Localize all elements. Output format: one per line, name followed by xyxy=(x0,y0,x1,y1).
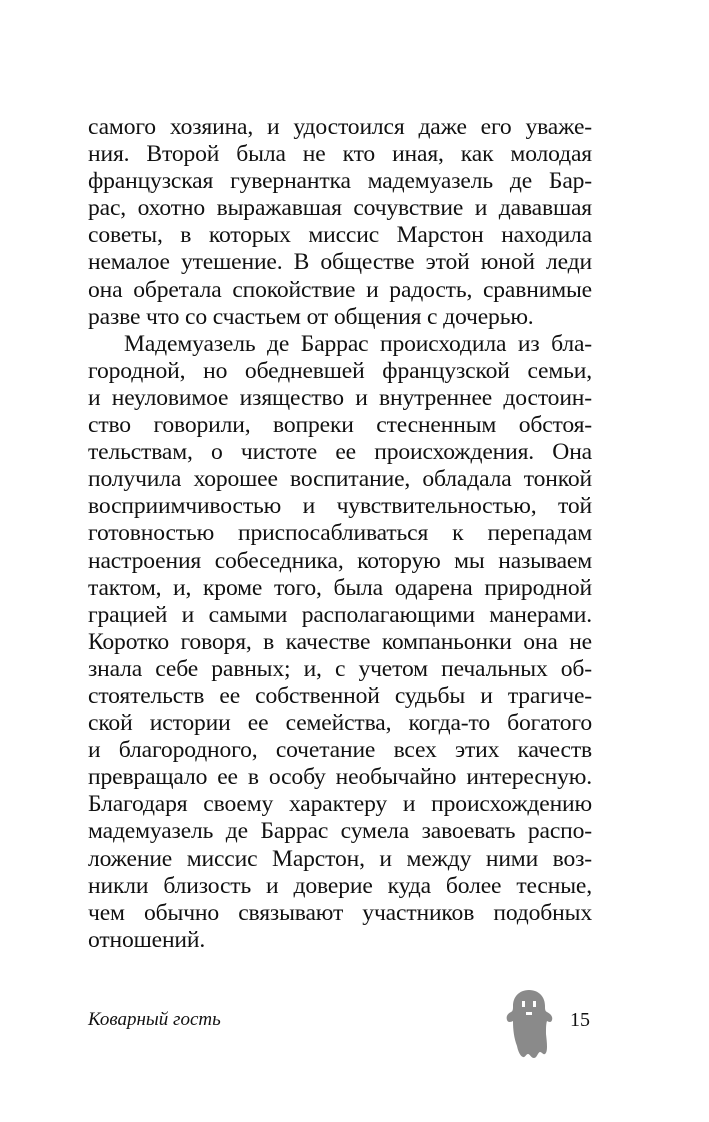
text-line: чем обычно связывают участников подобных xyxy=(88,899,592,926)
text-line: настроения собеседника, которую мы называем xyxy=(88,547,592,574)
ghost-icon xyxy=(505,988,553,1060)
text-line: готовностью приспосабливаться к перепадам xyxy=(88,520,592,547)
text-line: ния. Второй была не кто иная, как молодая xyxy=(88,141,592,168)
text-line: французская гувернантка мадемуазель де Бар- xyxy=(88,168,592,195)
text-line: немалое утешение. В обществе этой юной леди xyxy=(88,249,592,276)
text-line: никли близость и доверие куда более тесные, xyxy=(88,872,592,899)
running-footer-title: Коварный гость xyxy=(88,1009,221,1030)
text-line: Коротко говоря, в качестве компаньонки она не xyxy=(88,628,592,655)
text-line: и благородного, сочетание всех этих качеств xyxy=(88,737,592,764)
text-line: знала себе равных; и, с учетом печальных об- xyxy=(88,655,592,682)
text-line: восприимчивостью и чувствительностью, той xyxy=(88,493,592,520)
text-line: стоятельств ее собственной судьбы и трагиче- xyxy=(88,682,592,709)
body-text xyxy=(88,114,592,954)
text-line: грацией и самыми располагающими манерами. xyxy=(88,601,592,628)
text-line: разве что со счастьем от общения с дочерью. xyxy=(88,303,534,330)
text-line: мадемуазель де Баррас сумела завоевать распо- xyxy=(88,818,592,845)
text-line: самого хозяина, и удостоился даже его уваже- xyxy=(88,114,592,140)
text-line: советы, в которых миссис Марстон находила xyxy=(88,222,592,249)
text-line: Мадемуазель де Баррас происходила из бла- xyxy=(124,330,592,357)
text-line: ской истории ее семейства, когда-то богатого xyxy=(88,710,592,737)
text-line: тактом, и, кроме того, была одарена природной xyxy=(88,574,592,601)
text-line: ство говорили, вопреки стесненным обстоя- xyxy=(88,412,592,439)
paragraph-2 xyxy=(88,331,592,954)
text-line: Благодаря своему характеру и происхождению xyxy=(88,791,592,818)
paragraph-1 xyxy=(88,114,592,331)
text-line: получила хорошее воспитание, обладала тонкой xyxy=(88,466,592,493)
text-line: ложение миссис Марстон, и между ними воз- xyxy=(88,845,592,872)
text-line: городной, но обедневшей французской семьи, xyxy=(88,357,592,384)
text-line: она обретала спокойствие и радость, сравнимые xyxy=(88,276,592,303)
text-line: отношений. xyxy=(88,926,206,953)
page-number: 15 xyxy=(570,1009,590,1031)
text-line: тельствам, о чистоте ее происхождения. Она xyxy=(88,439,592,466)
text-line: и неуловимое изящество и внутреннее достоин- xyxy=(88,384,592,411)
text-line: превращало ее в особу необычайно интересную. xyxy=(88,764,592,791)
text-line: рас, охотно выражавшая сочувствие и дававшая xyxy=(88,195,592,222)
